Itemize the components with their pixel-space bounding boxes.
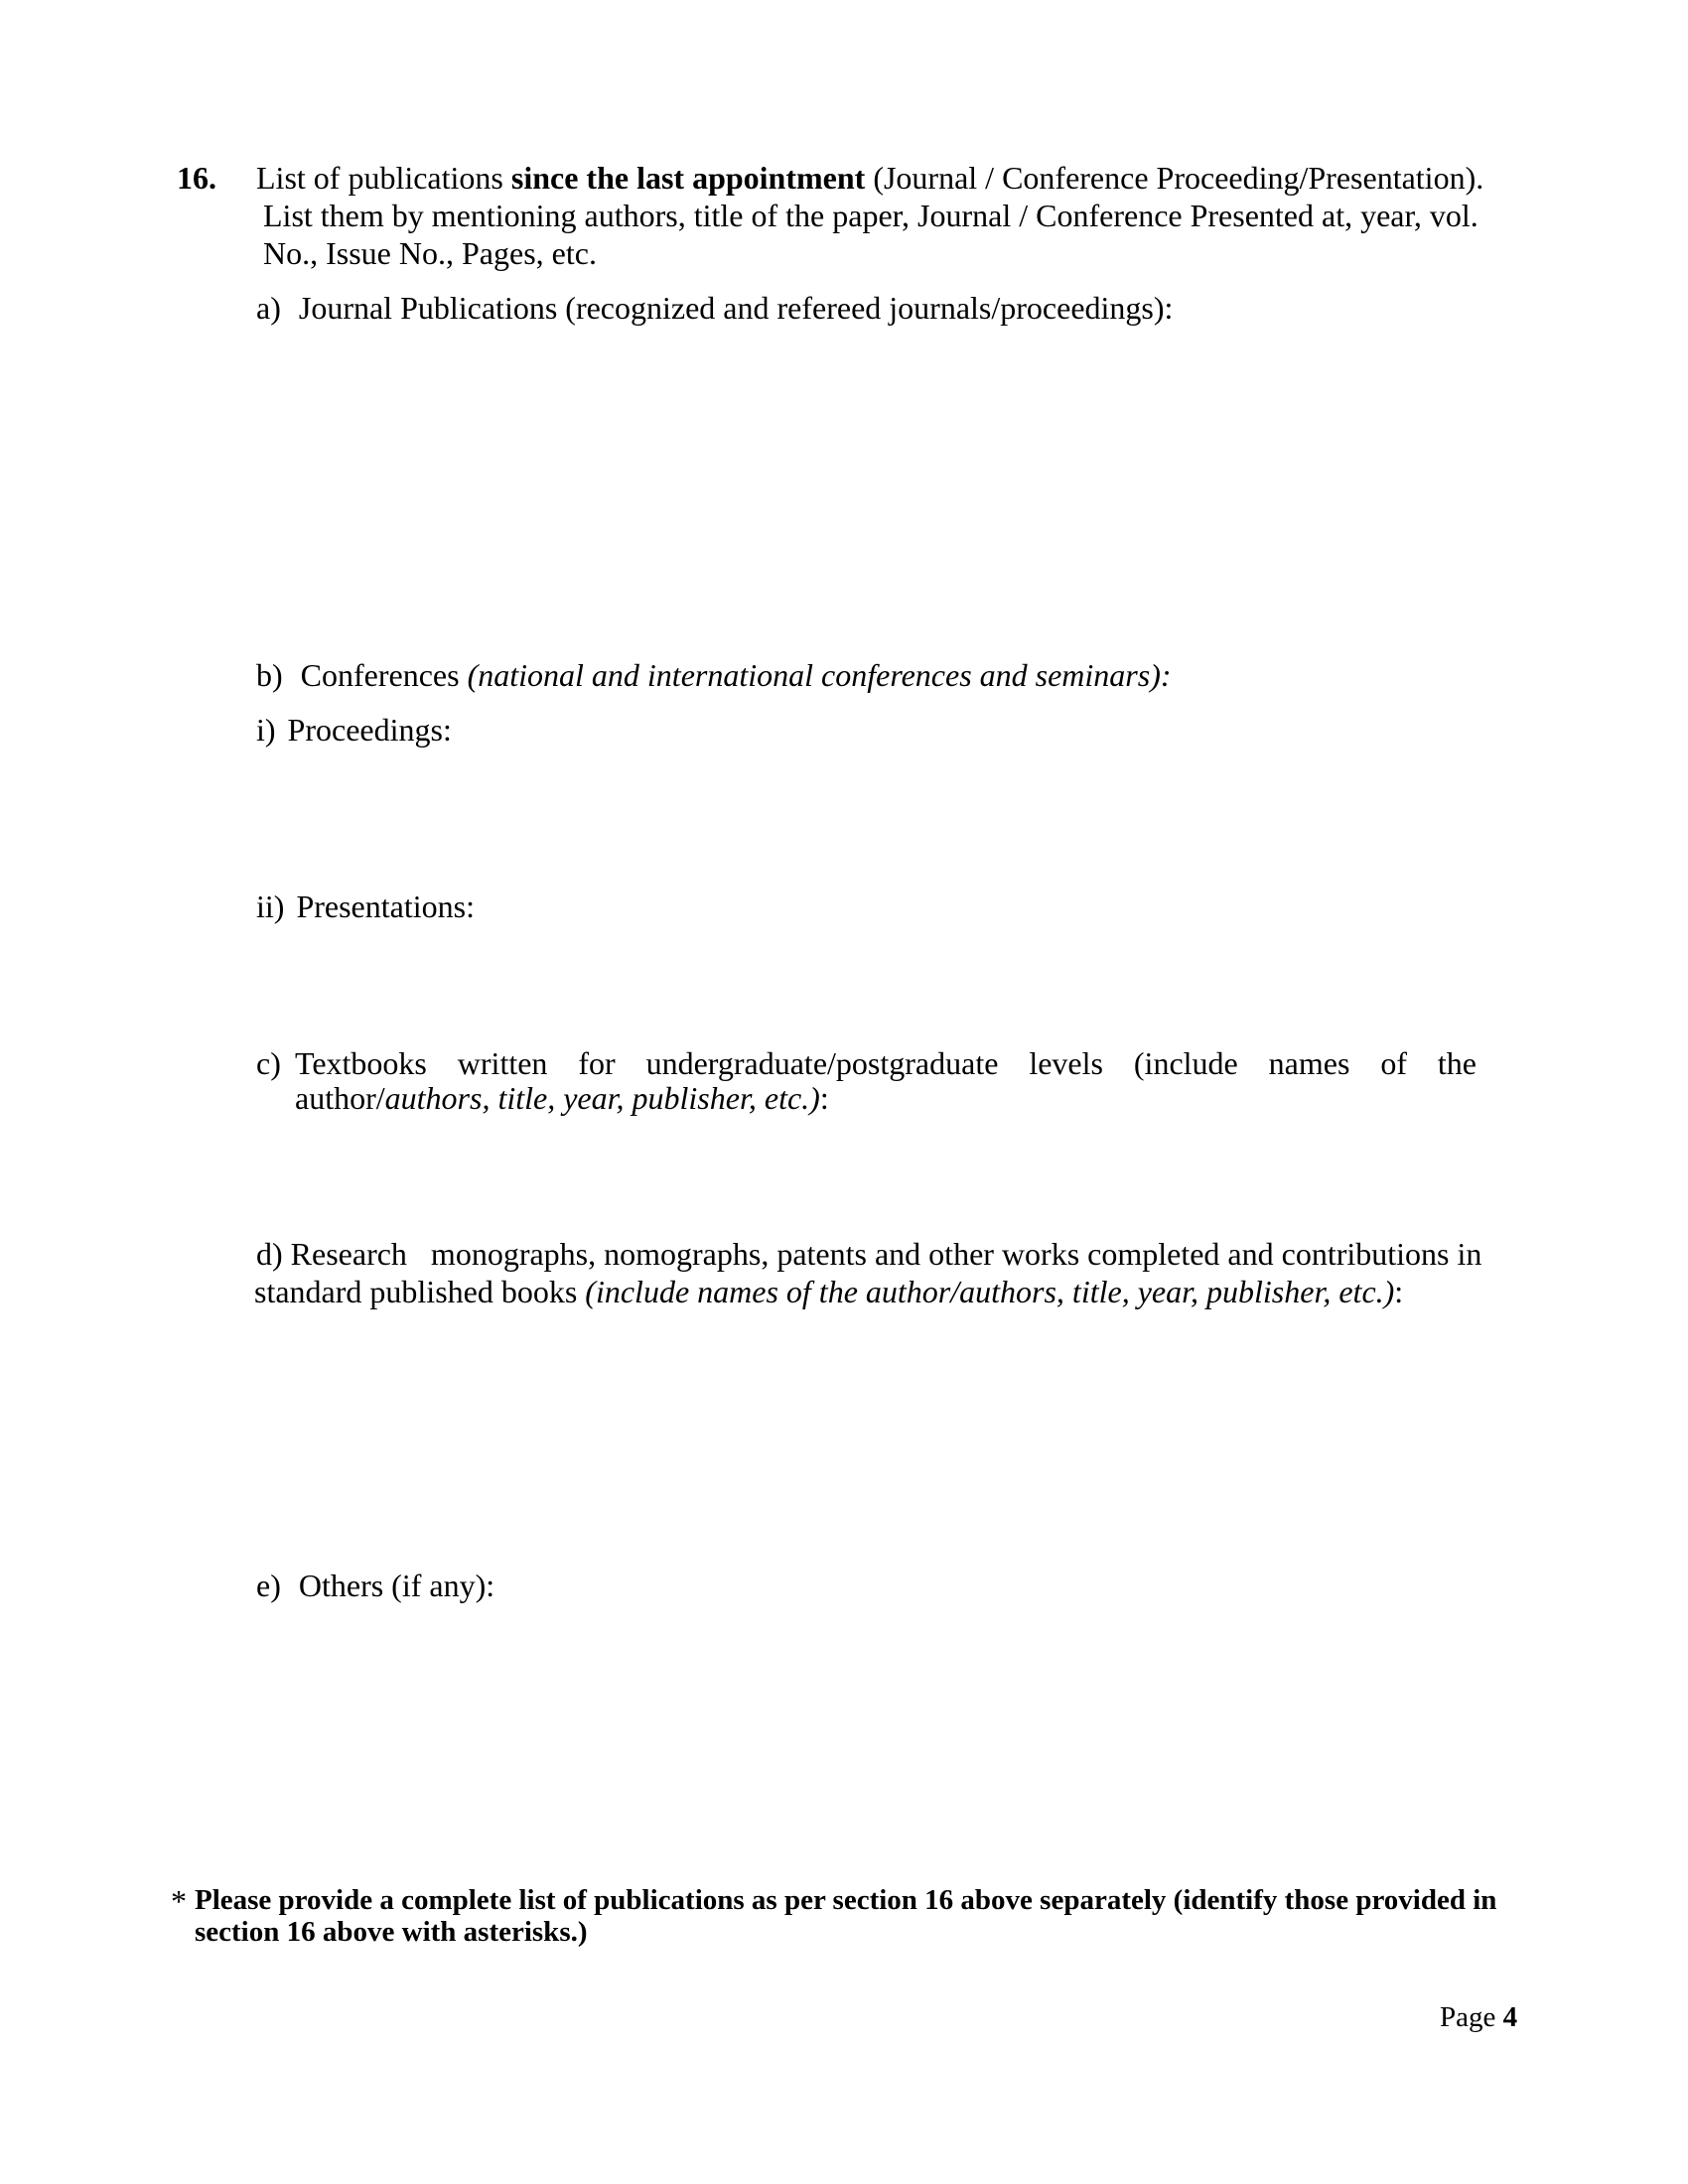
section-intro-line-2: List them by mentioning authors, title of the paper, Journal / Conference Presented at, year, vol. <box>263 198 1478 233</box>
item-d-marker: d) <box>256 1236 283 1272</box>
item-b-ii-marker: ii) <box>256 888 285 924</box>
item-d-line-1-text: Research monographs, nomographs, patents and other works completed and contributions in <box>290 1236 1482 1272</box>
item-b-i-proceedings <box>256 711 452 749</box>
item-b-i-label: Proceedings: <box>287 712 452 748</box>
item-b-ii-label: Presentations: <box>296 888 475 924</box>
section-intro-emphasis: since the last appointment <box>510 160 866 196</box>
item-b-i-marker: i) <box>256 712 276 748</box>
footnote-line-1: Please provide a complete list of publications as per section 16 above separately (identify those provided in <box>195 1884 1497 1916</box>
section-intro-line-3: No., Issue No., Pages, etc. <box>263 235 597 271</box>
item-c-line-2-text: author/ <box>295 1080 385 1116</box>
section-number: 16. <box>177 160 216 196</box>
item-e-label: Others (if any): <box>298 1568 495 1603</box>
footnote-line-2: section 16 above with asterisks.) <box>195 1916 588 1948</box>
item-a-label: Journal Publications (recognized and refereed journals/proceedings): <box>298 290 1174 326</box>
item-d-line-1 <box>256 1235 1481 1273</box>
item-d-line-2-italic: (include names of the author/authors, title, year, publisher, etc.) <box>585 1274 1395 1309</box>
item-c-marker: c) <box>256 1045 281 1081</box>
item-d-line-2 <box>254 1273 1403 1310</box>
item-a-marker: a) <box>256 290 281 326</box>
item-b-conferences <box>256 656 1172 694</box>
item-a-journal-publications <box>256 289 1173 327</box>
section-intro-text-end: (Journal / Conference Proceeding/Presentation). <box>865 160 1484 196</box>
section-intro-line-1 <box>256 159 1483 197</box>
item-c-line-2-end: : <box>819 1080 829 1116</box>
item-c-line-1: Textbooks written for undergraduate/postgraduate levels (include names of the <box>295 1045 1477 1081</box>
item-c-line-2-italic: authors, title, year, publisher, etc.) <box>384 1080 820 1116</box>
item-b-label-italic: (national and international conferences and seminars): <box>467 657 1172 693</box>
item-d-line-2-end: : <box>1394 1274 1404 1309</box>
item-b-label: Conferences <box>300 657 468 693</box>
item-b-marker: b) <box>256 657 283 693</box>
item-e-others <box>256 1567 494 1604</box>
page-number <box>1440 2001 1517 2033</box>
item-d-line-2-text: standard published books <box>254 1274 586 1309</box>
page-number-value: 4 <box>1502 2001 1518 2033</box>
page-number-label: Page <box>1440 2001 1503 2033</box>
item-e-marker: e) <box>256 1568 281 1603</box>
item-c-line-2 <box>295 1079 829 1117</box>
footnote-asterisk: * <box>171 1883 187 1919</box>
item-b-ii-presentations <box>256 887 475 925</box>
section-intro-text: List of publications <box>256 160 511 196</box>
